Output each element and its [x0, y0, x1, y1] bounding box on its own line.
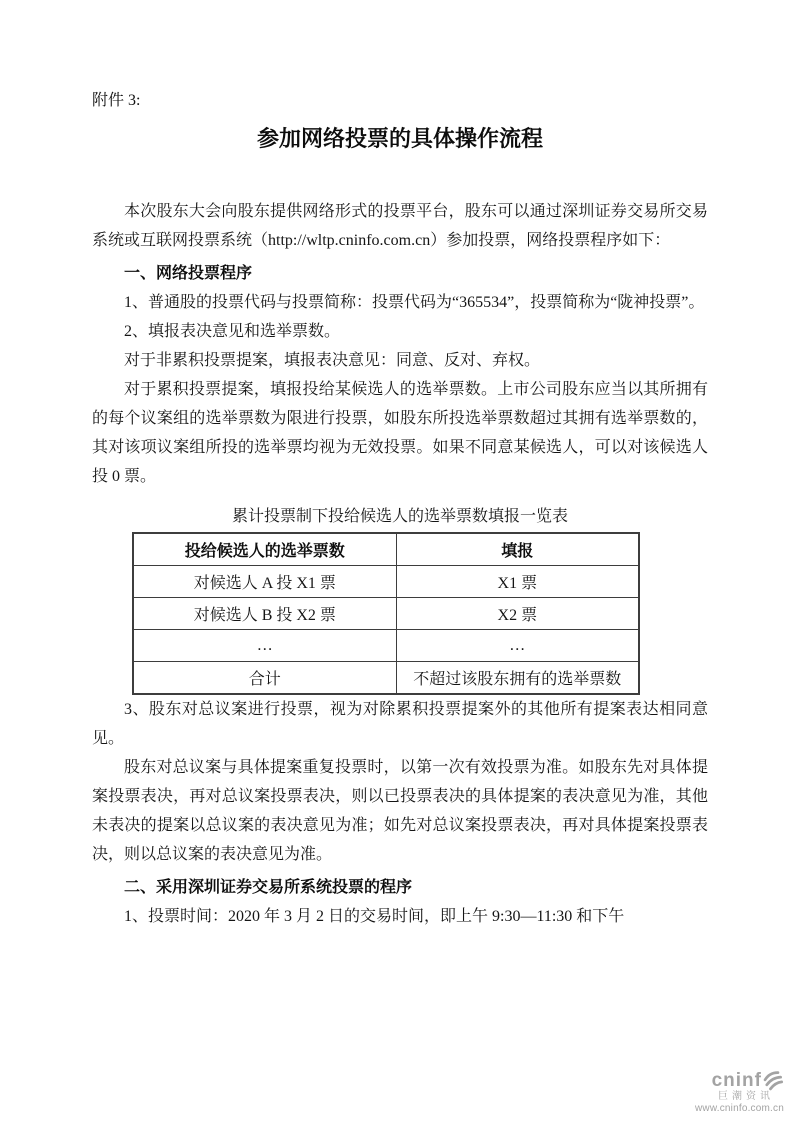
paragraph-general-proposal: 3、股东对总议案进行投票，视为对除累积投票提案外的其他所有提案表达相同意见。 [92, 701, 708, 747]
cninfo-chinese-name: 巨潮资讯 [718, 1091, 774, 1102]
paragraph-vote-time: 1、投票时间：2020 年 3 月 2 日的交易时间，即上午 9:30—11:30 和下午 [124, 908, 625, 925]
section1-heading: 一、网络投票程序 [124, 265, 253, 282]
table-header-fill: 填报 [396, 533, 639, 566]
table-header-votes: 投给候选人的选举票数 [133, 533, 396, 566]
paragraph-intro: 本次股东大会向股东提供网络形式的投票平台，股东可以通过深圳证券交易所交易系统或互联网投票系统（http://wltp.cninfo.com.cn）参加投票，网络投票程序如下： [92, 203, 708, 249]
table-cell: X2 票 [396, 598, 639, 630]
table-cell: 对候选人 A 投 X1 票 [133, 566, 396, 598]
table-row [133, 662, 639, 695]
cninfo-brand-row [695, 1070, 784, 1091]
paragraph-non-cumulative: 对于非累积投票提案，填报表决意见：同意、反对、弃权。 [124, 352, 541, 369]
cninfo-swirl-icon [763, 1070, 784, 1091]
cninfo-url: www.cninfo.com.cn [695, 1103, 784, 1114]
table-header-row [133, 533, 639, 566]
table-cell: … [396, 630, 639, 662]
section2-heading: 二、采用深圳证券交易所系统投票的程序 [124, 879, 413, 896]
table-row [133, 598, 639, 630]
document-content [92, 0, 708, 931]
table-cell: 对候选人 B 投 X2 票 [133, 598, 396, 630]
page-title: 参加网络投票的具体操作流程 [256, 126, 543, 151]
paragraph-fill-opinion: 2、填报表决意见和选举票数。 [124, 323, 341, 340]
table-cell: … [133, 630, 396, 662]
paragraph-cumulative: 对于累积投票提案，填报投给某候选人的选举票数。上市公司股东应当以其所拥有的每个议案组的选举票数为限进行投票，如股东所投选举票数超过其拥有选举票数的，其对该项议案组所投的选举票均视为无效投票。如果不同意某候选人，可以对该候选人投 0 票。 [92, 381, 708, 485]
table-row [133, 630, 639, 662]
table-caption: 累计投票制下投给候选人的选举票数填报一览表 [231, 508, 568, 525]
table-row [133, 566, 639, 598]
attachment-label: 附件 3: [92, 92, 141, 109]
paragraph-duplicate-vote: 股东对总议案与具体提案重复投票时，以第一次有效投票为准。如股东先对具体提案投票表决，再对总议案投票表决，则以已投票表决的具体提案的表决意见为准，其他未表决的提案以总议案的表决意见为准；如先对总议案投票表决，再对具体提案投票表决，则以总议案的表决意见为准。 [92, 759, 708, 863]
cninfo-logo [695, 1070, 784, 1114]
cninfo-brand-text: cninf [711, 1070, 762, 1091]
paragraph-vote-code: 1、普通股的投票代码与投票简称：投票代码为“365534”，投票简称为“陇神投票”。 [124, 294, 705, 311]
vote-allocation-table [132, 532, 640, 695]
table-cell: X1 票 [396, 566, 639, 598]
table-cell: 不超过该股东拥有的选举票数 [396, 662, 639, 695]
table-cell: 合计 [133, 662, 396, 695]
